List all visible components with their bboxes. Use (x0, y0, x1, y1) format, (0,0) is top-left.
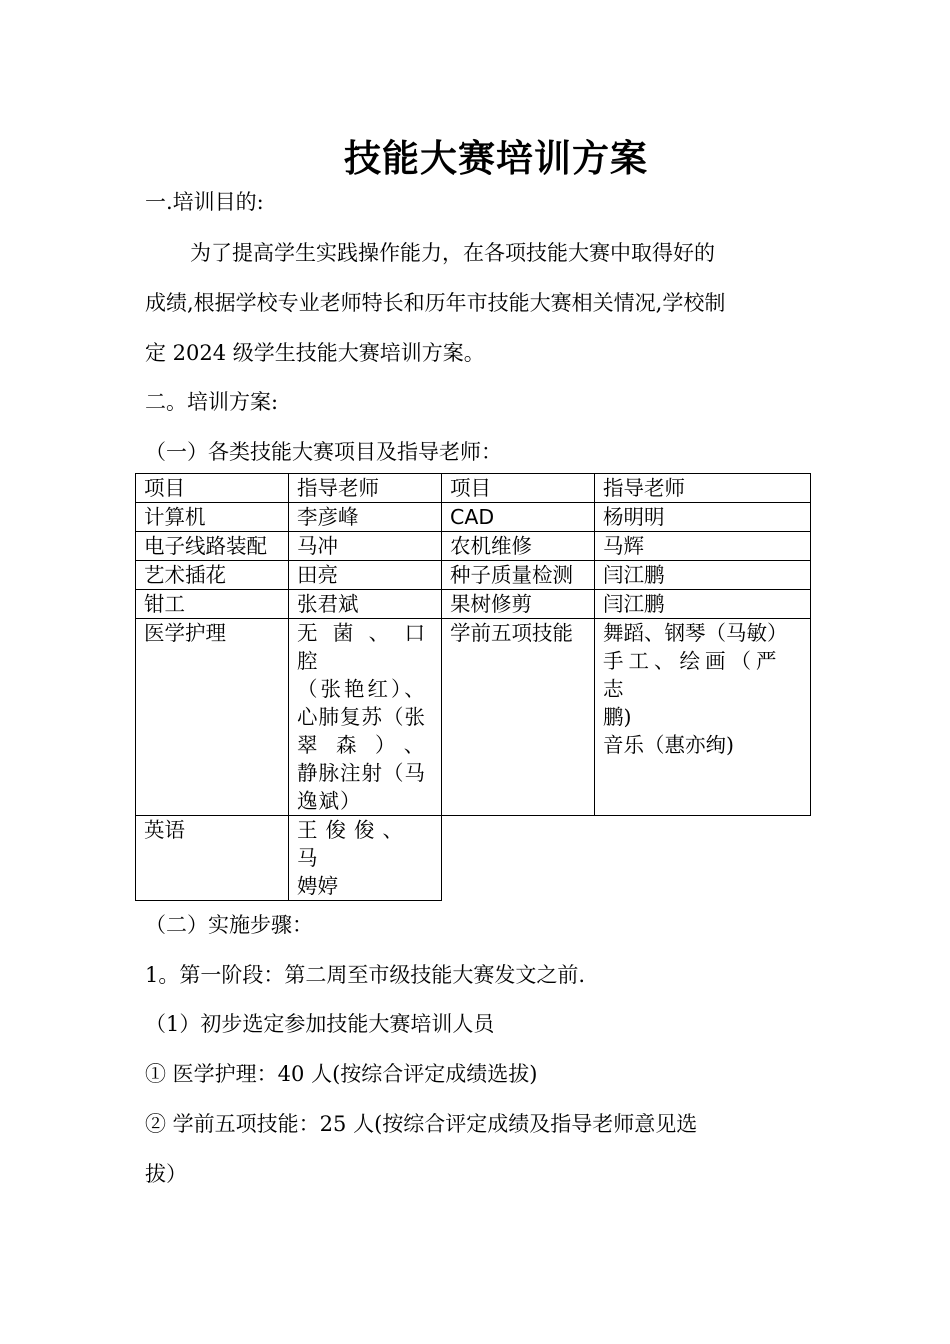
step-1: 1。第一阶段：第二周至市级技能大赛发文之前. (145, 963, 586, 987)
subsection-projects-heading: （一）各类技能大赛项目及指导老师： (145, 440, 502, 464)
teachers-table (135, 473, 811, 901)
table-cell: 农机维修 (442, 532, 595, 561)
table-row (136, 590, 811, 619)
list-item-preschool-line-2: 拔） (145, 1162, 187, 1186)
empty-cell (442, 816, 595, 901)
table-header-row (136, 474, 811, 503)
table-row-medical (136, 619, 811, 816)
cell-line: 舞蹈、钢琴（马敏） (603, 621, 788, 645)
table-cell-medical-teachers (289, 619, 442, 816)
table-cell: 杨明明 (595, 503, 811, 532)
table-cell: 钳工 (136, 590, 289, 619)
cell-line: 静脉注射（马 (297, 761, 426, 785)
purpose-text-line-1: 为了提高学生实践操作能力，在各项技能大赛中取得好的 (190, 241, 715, 265)
section-plan-heading: 二。培训方案: (145, 390, 279, 414)
table-header-cell: 项目 (136, 474, 289, 503)
empty-cell (595, 816, 811, 901)
list-item-preschool-line-1: ② 学前五项技能：25 人(按综合评定成绩及指导老师意见选 (145, 1112, 698, 1136)
table-cell: 果树修剪 (442, 590, 595, 619)
step-1-item-1: （1）初步选定参加技能大赛培训人员 (145, 1012, 495, 1036)
table-cell: 李彦峰 (289, 503, 442, 532)
table-header-cell: 指导老师 (595, 474, 811, 503)
cell-line: （张艳红）、 (297, 677, 428, 701)
cell-line: 鹏) (603, 705, 632, 729)
purpose-text-line-3: 定 2024 级学生技能大赛培训方案。 (145, 341, 485, 365)
table-cell: 学前五项技能 (442, 619, 595, 816)
table-header-cell: 指导老师 (289, 474, 442, 503)
table-cell: 种子质量检测 (442, 561, 595, 590)
table-cell: 张君斌 (289, 590, 442, 619)
table-row (136, 561, 811, 590)
table-row-english (136, 816, 811, 901)
purpose-text-line-2: 成绩,根据学校专业老师特长和历年市技能大赛相关情况,学校制 (145, 291, 726, 315)
table-cell: 艺术插花 (136, 561, 289, 590)
table-cell: 电子线路装配 (136, 532, 289, 561)
table-cell: 马冲 (289, 532, 442, 561)
table-cell: 田亮 (289, 561, 442, 590)
table-cell: 英语 (136, 816, 289, 901)
cell-line: 手工、绘画（严志 (603, 649, 782, 701)
cell-line: 无菌、口腔 (297, 621, 433, 673)
table-cell-english-teachers (289, 816, 442, 901)
cell-line: 王俊俊、马 (297, 818, 411, 870)
table-row (136, 532, 811, 561)
section-purpose-heading: 一.培训目的: (145, 190, 264, 214)
table-header-cell: 项目 (442, 474, 595, 503)
table-cell: 马辉 (595, 532, 811, 561)
cell-line: 逸斌） (297, 789, 362, 813)
cell-line: 心肺复苏（张 (297, 705, 426, 729)
table-cell: 闫江鹏 (595, 590, 811, 619)
document-title: 技能大赛培训方案 (344, 137, 648, 180)
cell-line: 娉婷 (297, 874, 338, 898)
table-cell: 闫江鹏 (595, 561, 811, 590)
table-cell: 医学护理 (136, 619, 289, 816)
table-cell: 计算机 (136, 503, 289, 532)
list-item-medical: ① 医学护理：40 人(按综合评定成绩选拔) (145, 1062, 538, 1086)
subsection-steps-heading: （二）实施步骤： (145, 913, 313, 937)
table-cell-preschool-teachers (595, 619, 811, 816)
cell-line: 音乐（惠亦绚) (603, 733, 734, 757)
table-row (136, 503, 811, 532)
table-cell: CAD (442, 503, 595, 532)
cell-line: 翠 森 ） 、 (297, 733, 424, 757)
